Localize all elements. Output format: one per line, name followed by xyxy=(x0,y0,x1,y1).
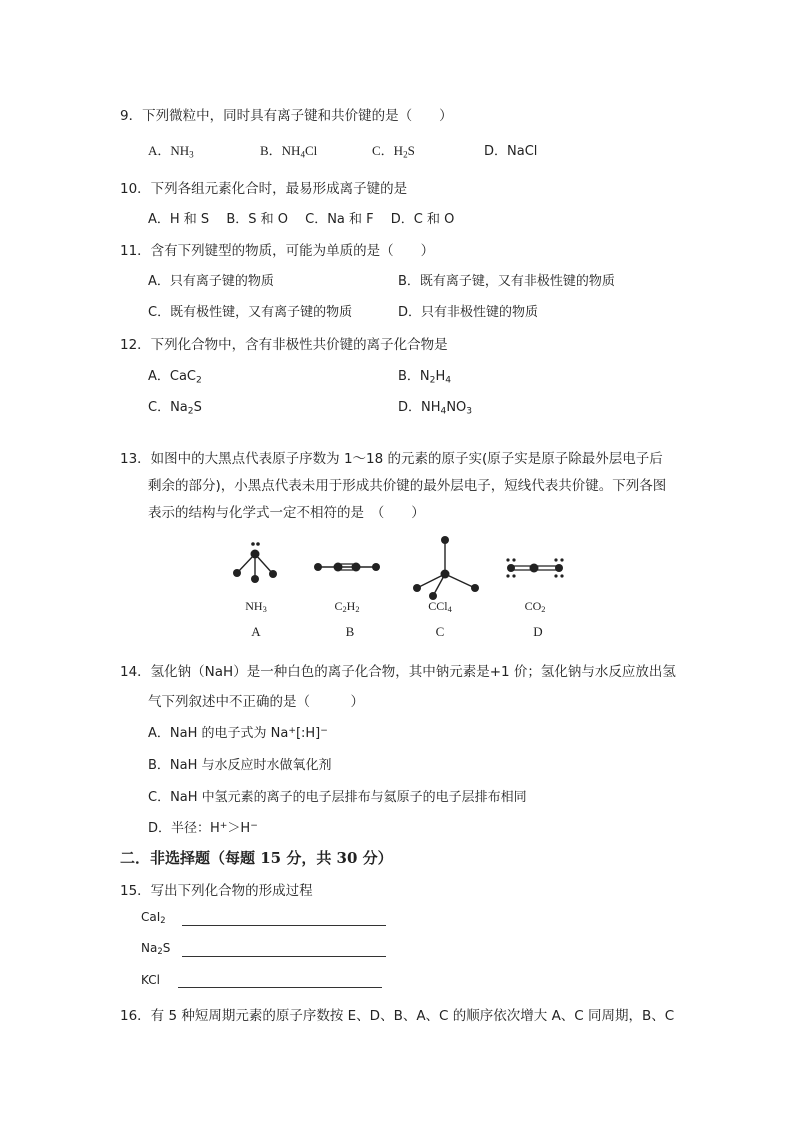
q11-option-d: D．只有非极性键的物质 xyxy=(398,305,539,320)
figure-b-formula: $C_2H_2$ xyxy=(334,599,360,615)
q14-line-1: 14．氢化钠（NaH）是一种白色的离子化合物，其中钠元素是+1 价；氢化钠与水反应放出氢 xyxy=(120,664,676,680)
q15-stem: 15．写出下列化合物的形成过程 xyxy=(120,883,313,899)
q13-line-3: 表示的结构与化学式一定不相符的是 （ ） xyxy=(148,505,425,521)
q16-stem: 16．有 5 种短周期元素的原子序数按 E、D、B、A、C 的顺序依次增大 A、C 同周期，B、C xyxy=(120,1008,675,1024)
q9-option-c: C．$H_2S$ xyxy=(372,143,415,160)
figure-a-formula: $NH_3$ xyxy=(245,599,267,615)
q14-option-a: A．NaH 的电子式为 Na+[:H]− xyxy=(148,725,328,741)
q11-option-a: A．只有离子键的物质 xyxy=(148,274,274,289)
figure-d-formula: $CO_2$ xyxy=(524,599,546,615)
q12-option-c: C．$Na_2S$ xyxy=(148,400,202,417)
q15-answer-line-3[interactable] xyxy=(178,987,382,988)
figure-d-letter: D xyxy=(533,624,543,639)
q9-stem: 9．下列微粒中，同时具有离子键和共价键的是（ ） xyxy=(120,108,453,124)
figure-c-formula: CCl$_4$ xyxy=(428,599,452,615)
c2h2-structure xyxy=(314,563,380,572)
q14-option-b: B．NaH 与水反应时水做氧化剂 xyxy=(148,758,332,773)
q11-option-b: B．既有离子键，又有非极性键的物质 xyxy=(398,274,615,289)
q11-option-c: C．既有极性键，又有离子键的物质 xyxy=(148,305,353,320)
q15-answer-line-2[interactable] xyxy=(182,956,386,957)
q10-stem: 10．下列各组元素化合时，最易形成离子键的是 xyxy=(120,181,408,197)
q13-line-2: 剩余的部分)，小黑点代表未用于形成共价键的最外层电子，短线代表共价键。下列各图 xyxy=(148,478,667,494)
q13-structure-figures xyxy=(220,530,580,610)
q11-stem: 11．含有下列键型的物质，可能为单质的是（ ） xyxy=(120,243,435,259)
figure-b-letter: B xyxy=(345,624,355,639)
q9-option-b: B．$NH_4Cl$ xyxy=(260,143,318,160)
q10-options: A．H 和 S B．S 和 O C．Na 和 F D．C 和 O xyxy=(148,212,455,227)
q15-answer-line-1[interactable] xyxy=(182,925,386,926)
q13-line-1: 13．如图中的大黑点代表原子序数为 1～18 的元素的原子实(原子实是原子除最外层电子后 xyxy=(120,451,663,467)
nh3-structure xyxy=(233,542,277,583)
ccl4-structure xyxy=(413,536,479,600)
q9-option-d: D．NaCl xyxy=(484,144,538,159)
q15-item-cai2: CaI$_2$ xyxy=(141,910,166,926)
co2-structure xyxy=(506,558,563,577)
q12-option-d: D．$NH_4NO_3$ xyxy=(398,400,473,417)
q15-item-kcl: KCl xyxy=(141,973,160,987)
q12-stem: 12．下列化合物中，含有非极性共价键的离子化合物是 xyxy=(120,337,448,353)
q12-option-a: A．CaC$_2$ xyxy=(148,369,202,386)
q14-option-d: D．半径：H+＞H− xyxy=(148,820,258,836)
q14-line-2: 气下列叙述中不正确的是（ ） xyxy=(148,694,364,710)
q15-item-na2s: $Na_2S$ xyxy=(141,941,171,957)
q9-option-a: A．$NH_3$ xyxy=(148,143,194,160)
q14-option-c: C．NaH 中氢元素的离子的电子层排布与氦原子的电子层排布相同 xyxy=(148,790,527,805)
figure-c-letter: C xyxy=(435,624,445,639)
figure-a-letter: A xyxy=(251,624,261,639)
section-heading: 二．非选择题（每题 15 分，共 30 分） xyxy=(120,849,393,867)
q12-option-b: B．$N_2H_4$ xyxy=(398,369,452,386)
